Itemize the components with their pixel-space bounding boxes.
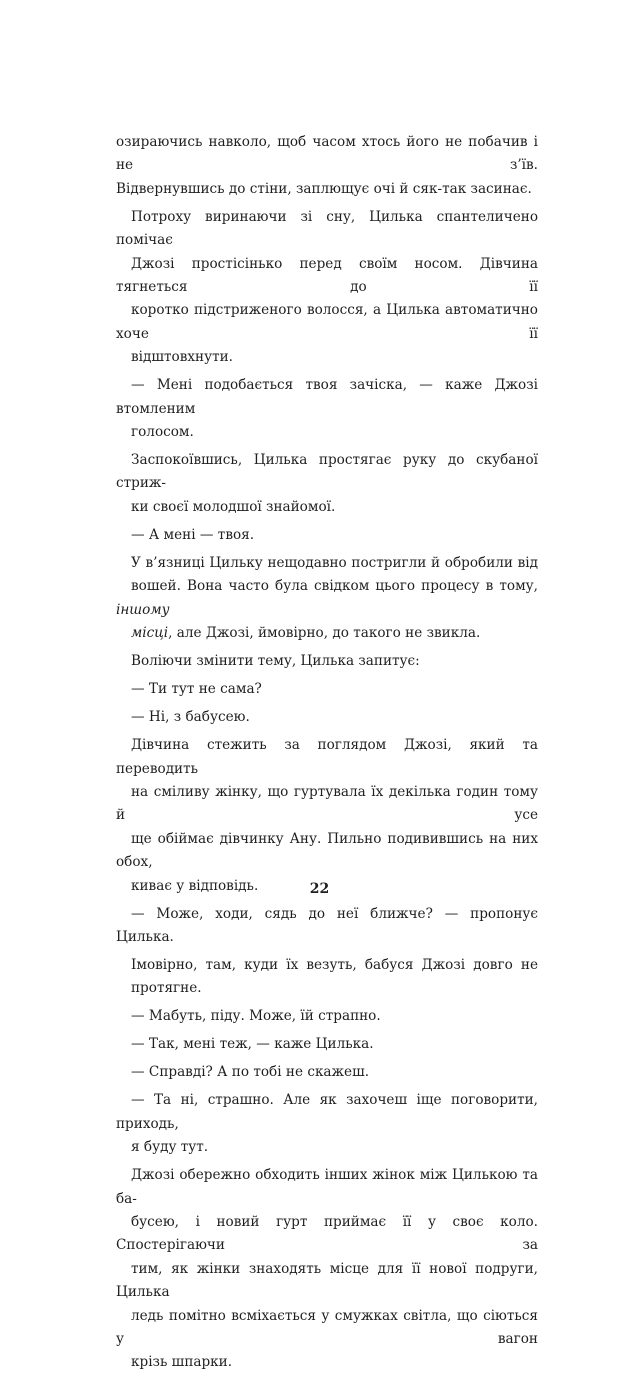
text-line: У в’язниці Цильку нещодавно постригли й обробили від [131, 554, 538, 571]
text-line: бусею, і новий гурт приймає її у своє коло. Спостерігаючи за [116, 1213, 538, 1254]
paragraph [116, 449, 538, 519]
text-line: Воліючи змінити тему, Цилька запитує: [131, 653, 420, 670]
text-line: на сміливу жінку, що гуртувала їх декілька годин тому й усе [116, 783, 538, 824]
text-line: ще обіймає дівчинку Ану. Пильно подивившись на них обох, [116, 830, 538, 871]
text-line: ледь помітно всміхається у смужках світла, що сіються у вагон [116, 1307, 538, 1347]
paragraph [116, 903, 538, 950]
paragraph [116, 734, 538, 898]
paragraph [116, 1164, 538, 1375]
paragraph [116, 678, 538, 701]
paragraph [116, 206, 538, 370]
paragraph [116, 1005, 538, 1028]
text-line: Дівчина стежить за поглядом Джозі, який та переводить [116, 737, 538, 777]
paragraph [116, 1089, 538, 1159]
text-line: Джозі обережно обходить інших жінок між Цилькою та ба- [116, 1167, 538, 1207]
text-line: озираючись навколо, щоб часом хтось його не побачив і не з’їв. [116, 134, 538, 174]
text-line: — Ні, з бабусею. [131, 709, 250, 726]
italic-text: місці [131, 625, 169, 642]
text-line: киває у відповідь. [131, 877, 259, 894]
page-number: 22 [309, 881, 330, 897]
text-line: — Та ні, страшно. Але як захочеш іще поговорити, приходь, [116, 1092, 538, 1132]
paragraph [116, 706, 538, 729]
text-line: Заспокоївшись, Цилька простягає руку до скубаної стриж- [116, 452, 538, 492]
text-run: вошей. Вона часто була свідком цього процесу в тому, [131, 578, 538, 595]
text-line: відштовхнути. [131, 349, 233, 366]
text-run: , але Джозі, ймовірно, до такого не звикла. [168, 625, 481, 642]
text-line: — Справді? А по тобі не скажеш. [131, 1064, 370, 1081]
paragraph [116, 650, 538, 673]
italic-text: іншому [116, 601, 170, 618]
text-line: тим, як жінки знаходять місце для її нової подруги, Цилька [116, 1260, 538, 1301]
text-line: коротко підстриженого волосся, а Цилька автоматично хоче її [116, 302, 538, 342]
paragraph [116, 374, 538, 444]
text-line: Імовірно, там, куди їх везуть, бабуся Джозі довго не [131, 956, 538, 973]
text-line: Джозі простісінько перед своїм носом. Дівчина тягнеться до її [116, 255, 538, 296]
text-line: я буду тут. [131, 1139, 209, 1156]
body-text [116, 131, 538, 1379]
text-line: ки своєї молодшої знайомої. [131, 498, 336, 515]
paragraph [116, 1061, 538, 1084]
text-line: — Мабуть, піду. Може, їй страпно. [131, 1008, 381, 1025]
text-line: протягне. [131, 980, 202, 997]
text-line: Відвернувшись до стіни, заплющує очі й сяк-так засинає. [116, 180, 532, 197]
text-line: крізь шпарки. [131, 1354, 233, 1371]
paragraph [116, 1033, 538, 1056]
text-line: голосом. [131, 424, 194, 441]
text-line: — А мені — твоя. [131, 526, 255, 543]
text-line: — Так, мені теж, — каже Цилька. [131, 1036, 374, 1053]
text-line: — Ти тут не сама? [131, 681, 262, 698]
paragraph [116, 524, 538, 547]
text-line [116, 622, 538, 645]
paragraph [116, 552, 538, 646]
text-line [116, 575, 538, 622]
text-line: — Може, ходи, сядь до неї ближче? — пропонує Цилька. [116, 905, 538, 945]
text-line: — Мені подобається твоя зачіска, — каже Джозі втомленим [116, 377, 538, 417]
paragraph [116, 131, 538, 201]
paragraph [116, 954, 538, 1001]
text-line: Потроху виринаючи зі сну, Цилька спантеличено помічає [116, 208, 538, 249]
